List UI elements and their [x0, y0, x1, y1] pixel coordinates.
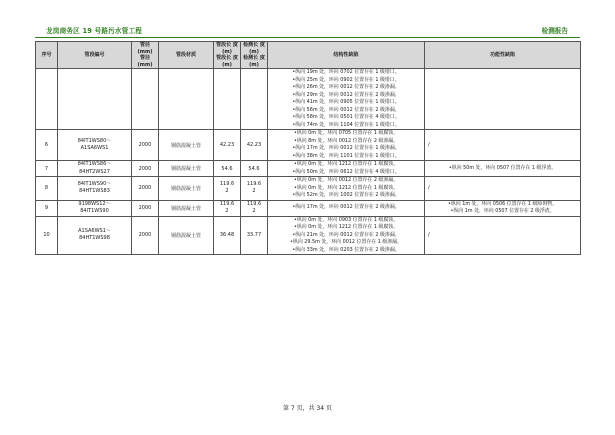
segment-length-line: 119.6: [219, 180, 235, 187]
segment-length-line: 2: [225, 208, 229, 214]
defect-line: /: [428, 232, 430, 239]
header-line: 检测长 度(m): [243, 55, 265, 68]
defect-table: [35, 41, 581, 255]
segment-id: [58, 200, 132, 216]
header-line: 管段长 度(m): [216, 55, 238, 68]
table-row: [36, 200, 581, 216]
defect-line: •纵向 41m 处，环向 0905 位置存在 1 级错口。: [292, 99, 400, 105]
col-header-no: 序号: [36, 42, 58, 69]
segment-id-line: A1SA6WS1: [80, 145, 109, 151]
segment-length: [214, 177, 241, 201]
defect-line: •纵向 25m 处，环向 0902 位置存在 1 级错口。: [292, 76, 400, 83]
segment-id-line: 84HT2WS27: [79, 168, 110, 175]
defect-line: •纵向 0m 处，环向 0012 位置存在 2 级渗漏。: [293, 177, 399, 183]
segment-id-line: 84IT1WS90～: [77, 180, 112, 187]
functional-defects-cell: [425, 161, 581, 177]
pipe-diameter: 2000: [132, 130, 159, 161]
pipe-material: 钢筋混凝土管: [159, 177, 214, 201]
pipe-diameter: 2000: [132, 161, 159, 177]
pipe-material: 钢筋混凝土管: [159, 130, 214, 161]
defect-line: •纵向 52m 处，环向 1002 位置存在 2 级渗漏。: [292, 192, 400, 198]
header-rule: [35, 37, 580, 38]
pipe-material: 钢筋混凝土管: [159, 161, 214, 177]
row-number: 10: [36, 216, 58, 255]
col-header-diameter: [132, 42, 159, 69]
segment-id: [58, 216, 132, 255]
col-header-length: [214, 42, 241, 69]
defect-line: •纵向 21m 处，环向 0012 位置存在 2 级渗漏。: [292, 231, 400, 238]
inspected-length-line: 119.6: [246, 200, 262, 207]
defect-line: •纵向 17m 处，环向 0012 位置存在 2 级渗漏。: [292, 204, 400, 211]
header-line: 检测长 度(m): [243, 42, 265, 55]
defect-line: •纵向 50m 处，环向 0612 位置存在 4 级错口。: [292, 168, 400, 175]
defect-line: •纵向 38m 处，环向 1101 位置存在 1 级错口。: [292, 152, 400, 159]
segment-id-line: A1SA6WS1～: [78, 227, 111, 234]
functional-defects-cell: [425, 216, 581, 255]
defect-line: •纵向 74m 处，环向 1104 位置存在 1 级错口。: [292, 121, 400, 128]
segment-length-line: 2: [225, 188, 229, 195]
defect-line: •纵向 29m 处，环向 0012 位置存在 2 级渗漏。: [292, 91, 400, 98]
pipe-material: 钢筋混凝土管: [159, 200, 214, 216]
pipe-diameter: 2000: [132, 177, 159, 201]
structural-defects-cell: [268, 161, 425, 177]
header-line: 管径 (mm): [137, 42, 153, 55]
table-row: [36, 216, 581, 255]
inspected-length: 33.77: [241, 216, 268, 255]
defect-line: •纵向 8m 处，环向 0012 位置存在 2 级渗漏。: [293, 137, 399, 144]
segment-id-line: 84HT1WS83: [79, 188, 110, 195]
table-header-row: [36, 42, 581, 69]
defect-line: •纵向 58m 处，环向 0501 位置存在 4 级错口。: [292, 114, 400, 120]
functional-defects-cell: [425, 130, 581, 161]
pipe-material: 钢筋混凝土管: [159, 216, 214, 255]
segment-length-line: 119.6: [219, 200, 235, 207]
row-number: 9: [36, 200, 58, 216]
segment-id-line: 9198WS12～: [78, 200, 111, 207]
segment-id-line: 84IT1WS86～: [77, 161, 112, 167]
defect-line: •纵向 26m 处，环向 0012 位置存在 2 级渗漏。: [292, 84, 400, 90]
report-type: 检测报告: [541, 27, 568, 35]
defect-line: •纵向 0m 处，环向 0903 位置存在 1 级腐蚀。: [293, 216, 399, 223]
segment-length: [214, 200, 241, 216]
segment-id: [58, 177, 132, 201]
defect-line: /: [428, 142, 430, 148]
header-line: 管径 (mm): [137, 55, 153, 68]
defect-line: •纵向 19m 处，环向 0702 位置存在 1 级错口。: [292, 69, 400, 75]
structural-defects-cell: [268, 200, 425, 216]
defect-line: •纵向 0m 处，环向 1212 位置存在 1 级腐蚀。: [293, 184, 399, 191]
structural-defects-cell: [268, 130, 425, 161]
inspected-length: 42.23: [241, 130, 268, 161]
col-header-material: 管段材质: [159, 42, 214, 69]
inspected-length-line: 119.6: [246, 180, 262, 187]
defect-line: •纵向 0m 处，环向 0705 位置存在 1 级腐蚀。: [293, 130, 399, 136]
defect-line: •纵向 1m 处，环向 0507 位置存在 2 级浮渣。: [450, 208, 555, 214]
segment-id-line: 84HT1WS98: [79, 235, 110, 242]
row-number: 8: [36, 177, 58, 201]
defect-line: •纵向 50m 处，环向 0507 位置存在 1 级浮渣。: [448, 164, 557, 171]
structural-defects-cell: [268, 216, 425, 255]
segment-id-line: 84IT1WS90: [80, 208, 109, 214]
inspected-length-line: 2: [252, 188, 256, 195]
segment-length: 42.23: [214, 130, 241, 161]
page-number: 第 7 页，共 34 页: [282, 405, 333, 412]
col-header-structural: 结构性缺陷: [268, 42, 425, 69]
row-number: 7: [36, 161, 58, 177]
structural-defects-cell: [268, 69, 425, 130]
defect-line: •纵向 29.5m 处，环向 0012 位置存在 1 级渗漏。: [290, 239, 402, 245]
table-row: [36, 177, 581, 201]
pipe-diameter: 2000: [132, 216, 159, 255]
inspected-length: 54.6: [241, 161, 268, 177]
segment-id-line: 84IT1WS80～: [77, 137, 112, 144]
segment-id: [58, 161, 132, 177]
functional-defects-cell: [425, 177, 581, 201]
col-header-inspected: [241, 42, 268, 69]
segment-length: 54.6: [214, 161, 241, 177]
defect-line: •纵向 56m 处，环向 0012 位置存在 2 级渗漏。: [292, 106, 400, 113]
header-line: 管段长 度(m): [216, 42, 238, 55]
functional-defects-cell: [425, 200, 581, 216]
inspected-length: [241, 177, 268, 201]
structural-defects-cell: [268, 177, 425, 201]
project-title: 龙岗商务区 19 号路污水管工程: [46, 27, 143, 35]
segment-id: [58, 130, 132, 161]
inspected-length-line: 2: [252, 208, 256, 214]
pipe-diameter: 2000: [132, 200, 159, 216]
table-row: [36, 161, 581, 177]
defect-line: /: [428, 185, 430, 192]
defect-line: •纵向 33m 处，环向 0203 位置存在 2 级渗漏。: [292, 246, 400, 253]
row-number: 6: [36, 130, 58, 161]
table-row-continuation: [36, 69, 581, 130]
inspected-length: [241, 200, 268, 216]
table-row: [36, 130, 581, 161]
defect-line: •纵向 0m 处，环向 1212 位置存在 1 级腐蚀。: [293, 161, 399, 167]
defect-line: •纵向 1m 处，环向 0506 位置存在 1 级障碍物。: [447, 200, 557, 207]
col-header-segment: 管段编号: [58, 42, 132, 69]
defect-line: •纵向 17m 处，环向 0012 位置存在 1 级渗漏。: [292, 145, 400, 151]
col-header-functional: 功能性缺陷: [425, 42, 581, 69]
defect-line: •纵向 0m 处，环向 1212 位置存在 1 级腐蚀。: [293, 224, 399, 230]
segment-length: 36.48: [214, 216, 241, 255]
